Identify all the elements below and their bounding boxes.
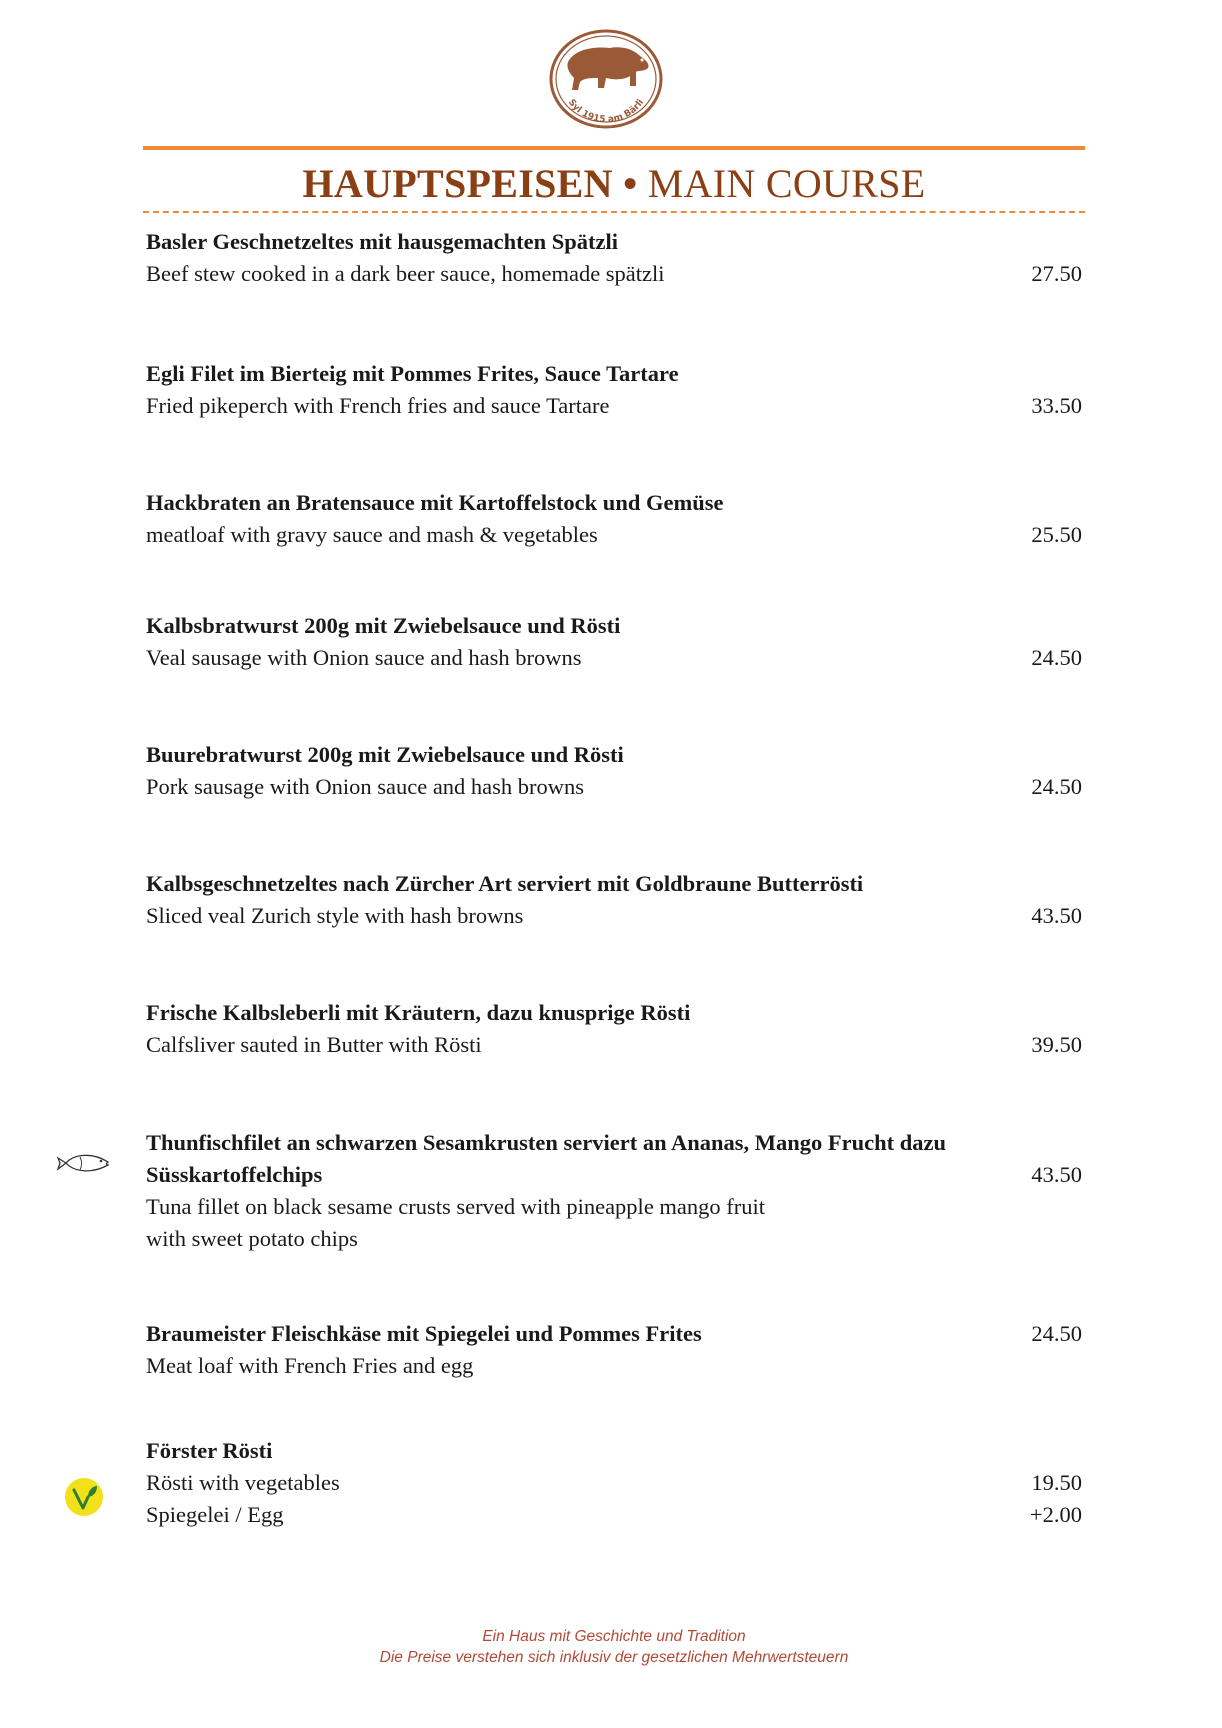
item-name-de: Thunfischfilet an schwarzen Sesamkrusten serviert an Ananas, Mango Frucht dazu xyxy=(146,1130,947,1155)
item-price: 24.50 xyxy=(1031,1321,1082,1346)
fish-icon xyxy=(56,1150,112,1176)
item-name-en xyxy=(146,258,1086,290)
item-price: 24.50 xyxy=(1031,645,1082,670)
item-description: Calfsliver sauted in Butter with Rösti xyxy=(146,1032,482,1057)
menu-item xyxy=(146,1318,1086,1382)
item-description: Sliced veal Zurich style with hash browns xyxy=(146,903,524,928)
item-name-en xyxy=(146,390,1086,422)
item-description: Pork sausage with Onion sauce and hash browns xyxy=(146,774,585,799)
item-description-cont: with sweet potato chips xyxy=(146,1226,358,1251)
menu-item xyxy=(146,358,1086,422)
footer-vat-note: Die Preise verstehen sich inklusiv der gesetzlichen Mehrwertsteuern xyxy=(379,1649,849,1666)
menu-item xyxy=(146,1127,1086,1255)
menu-item xyxy=(146,868,1086,932)
title-de: HAUPTSPEISEN xyxy=(302,161,613,206)
menu-item xyxy=(146,226,1086,290)
menu-item xyxy=(146,610,1086,674)
item-name-de: Förster Rösti xyxy=(146,1438,273,1463)
page-title xyxy=(143,160,1085,207)
item-extra-label: Spiegelei / Egg xyxy=(146,1502,284,1527)
item-price: 25.50 xyxy=(1031,522,1082,547)
restaurant-logo xyxy=(548,28,664,130)
dashed-divider xyxy=(143,211,1085,213)
item-name-de: Egli Filet im Bierteig mit Pommes Frites, Sauce Tartare xyxy=(146,361,679,386)
item-extra-price: +2.00 xyxy=(1029,1502,1082,1527)
item-price: 33.50 xyxy=(1031,393,1082,418)
menu-item xyxy=(146,1435,1086,1531)
menu-item xyxy=(146,997,1086,1061)
footer-tagline: Ein Haus mit Geschichte und Tradition xyxy=(482,1628,746,1645)
logo-text: Syl 1915 am Bärli xyxy=(565,97,647,126)
item-price: 24.50 xyxy=(1031,774,1082,799)
item-description: Fried pikeperch with French fries and sauce Tartare xyxy=(146,393,610,418)
item-price: 43.50 xyxy=(1031,903,1082,928)
item-name-en xyxy=(146,519,1086,551)
item-name-de: Buurebratwurst 200g mit Zwiebelsauce und Rösti xyxy=(146,742,624,767)
item-name-en xyxy=(146,900,1086,932)
item-description: Meat loaf with French Fries and egg xyxy=(146,1353,474,1378)
item-price: 43.50 xyxy=(1031,1162,1082,1187)
menu-item xyxy=(146,487,1086,551)
item-name-en xyxy=(146,1467,1086,1499)
footer xyxy=(143,1626,1085,1668)
top-divider xyxy=(143,146,1085,150)
menu-item xyxy=(146,739,1086,803)
item-name-de xyxy=(146,1318,1086,1350)
item-name-de: Kalbsbratwurst 200g mit Zwiebelsauce und Rösti xyxy=(146,613,621,638)
item-name-de-text: Braumeister Fleischkäse mit Spiegelei und Pommes Frites xyxy=(146,1321,702,1346)
item-price: 27.50 xyxy=(1031,261,1082,286)
item-description: meatloaf with gravy sauce and mash & vegetables xyxy=(146,522,598,547)
item-name-de: Basler Geschnetzeltes mit hausgemachten Spätzli xyxy=(146,229,619,254)
item-extra xyxy=(146,1499,1086,1531)
item-name-de-line2: Süsskartoffelchips xyxy=(146,1162,323,1187)
item-name-en xyxy=(146,771,1086,803)
vegan-leaf-icon xyxy=(64,1477,104,1517)
title-en: MAIN COURSE xyxy=(647,161,926,206)
item-name-de: Kalbsgeschnetzeltes nach Zürcher Art serviert mit Goldbraune Butterrösti xyxy=(146,871,864,896)
item-name-en xyxy=(146,1029,1086,1061)
item-description: Beef stew cooked in a dark beer sauce, homemade spätzli xyxy=(146,261,665,286)
item-name-en xyxy=(146,642,1086,674)
item-price: 19.50 xyxy=(1031,1470,1082,1495)
item-price: 39.50 xyxy=(1031,1032,1082,1057)
item-description: Rösti with vegetables xyxy=(146,1470,340,1495)
item-description: Tuna fillet on black sesame crusts served with pineapple mango fruit xyxy=(146,1194,766,1219)
item-description: Veal sausage with Onion sauce and hash browns xyxy=(146,645,582,670)
item-name-de: Hackbraten an Bratensauce mit Kartoffelstock und Gemüse xyxy=(146,490,724,515)
title-separator: • xyxy=(612,161,648,206)
item-name-de-cont xyxy=(146,1159,1086,1191)
item-name-de: Frische Kalbsleberli mit Kräutern, dazu knusprige Rösti xyxy=(146,1000,691,1025)
